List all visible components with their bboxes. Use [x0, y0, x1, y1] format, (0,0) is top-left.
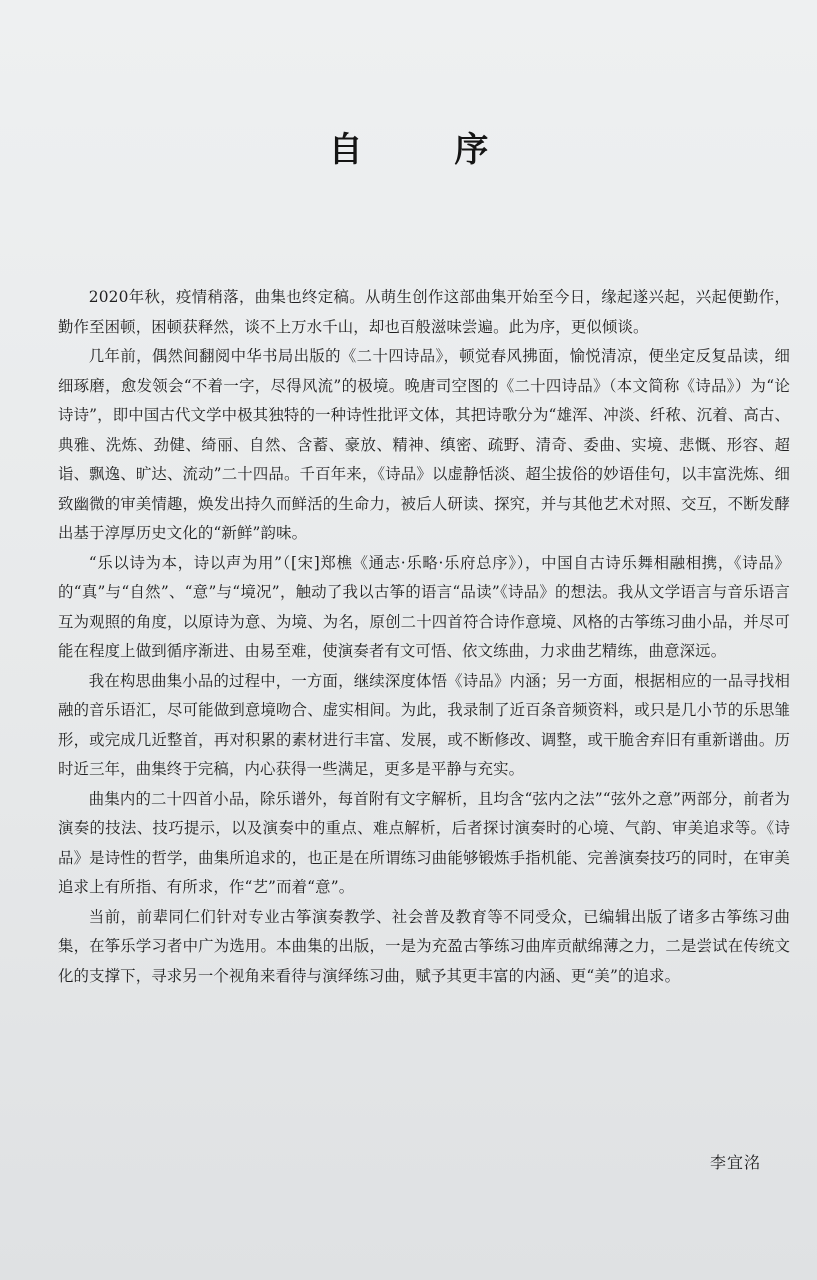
paragraph: 曲集内的二十四首小品，除乐谱外，每首附有文字解析，且均含“弦内之法”“弦外之意”两部分，前者为演奏的技法、技巧提示，以及演奏中的重点、难点解析，后者探讨演奏时的心境、气韵、审美追求等。《诗品》是诗性的哲学，曲集所追求的，也正是在所谓练习曲能够锻炼手指机能、完善演奏技巧的同时，在审美追求上有所指、有所求，作“艺”而着“意”。	[58, 789, 790, 896]
preface-body	[58, 283, 790, 991]
paragraph: 2020年秋，疫情稍落，曲集也终定稿。从萌生创作这部曲集开始至今日，缘起遂兴起，兴起便勤作，勤作至困顿，困顿获释然，谈不上万水千山，却也百般滋味尝遍。此为序，更似倾谈。	[58, 288, 790, 336]
paragraph: 当前，前辈同仁们针对专业古筝演奏教学、社会普及教育等不同受众，已编辑出版了诸多古筝练习曲集，在筝乐学习者中广为选用。本曲集的出版，一是为充盈古筝练习曲库贡献绵薄之力，二是尝试在传统文化的支撑下，寻求另一个视角来看待与演绎练习曲，赋予其更丰富的内涵、更“美”的追求。	[58, 907, 790, 985]
author-signature: 李宜洺	[709, 1153, 761, 1172]
paragraph: “乐以诗为本，诗以声为用”（[宋]郑樵《通志·乐略·乐府总序》），中国自古诗乐舞相融相携，《诗品》的“真”与“自然”、“意”与“境况”，触动了我以古筝的语言“品读”《诗品》的想法。我从文学语言与音乐语言互为观照的角度，以原诗为意、为境、为名，原创二十四首符合诗作意境、风格的古筝练习曲小品，并尽可能在程度上做到循序渐进、由易至难，使演奏者有文可悟、依文练曲，力求曲艺精练，曲意深远。	[58, 553, 790, 660]
paragraph: 我在构思曲集小品的过程中，一方面，继续深度体悟《诗品》内涵；另一方面，根据相应的一品寻找相融的音乐语汇，尽可能做到意境吻合、虚实相间。为此，我录制了近百条音频资料，或只是几小节的乐思雏形，或完成几近整首，再对积累的素材进行丰富、发展，或不断修改、调整，或干脆舍弃旧有重新谱曲。历时近三年，曲集终于完稿，内心获得一些满足，更多是平静与充实。	[58, 671, 790, 778]
paragraph: 几年前，偶然间翻阅中华书局出版的《二十四诗品》，顿觉春风拂面，愉悦清凉，便坐定反复品读，细细琢磨，愈发领会“不着一字，尽得风流”的极境。晚唐司空图的《二十四诗品》（本文简称《诗品》）为“论诗诗”，即中国古代文学中极其独特的一种诗性批评文体，其把诗歌分为“雄浑、冲淡、纤秾、沉着、高古、典雅、洗炼、劲健、绮丽、自然、含蓄、豪放、精神、缜密、疏野、清奇、委曲、实境、悲慨、形容、超诣、飘逸、旷达、流动”二十四品。千百年来，《诗品》以虚静恬淡、超尘拔俗的妙语佳句，以丰富洗炼、细致幽微的审美情趣，焕发出持久而鲜活的生命力，被后人研读、探究，并与其他艺术对照、交互，不断发酵出基于淳厚历史文化的“新鲜”韵味。	[58, 347, 790, 542]
page-title: 自 序	[328, 130, 529, 170]
